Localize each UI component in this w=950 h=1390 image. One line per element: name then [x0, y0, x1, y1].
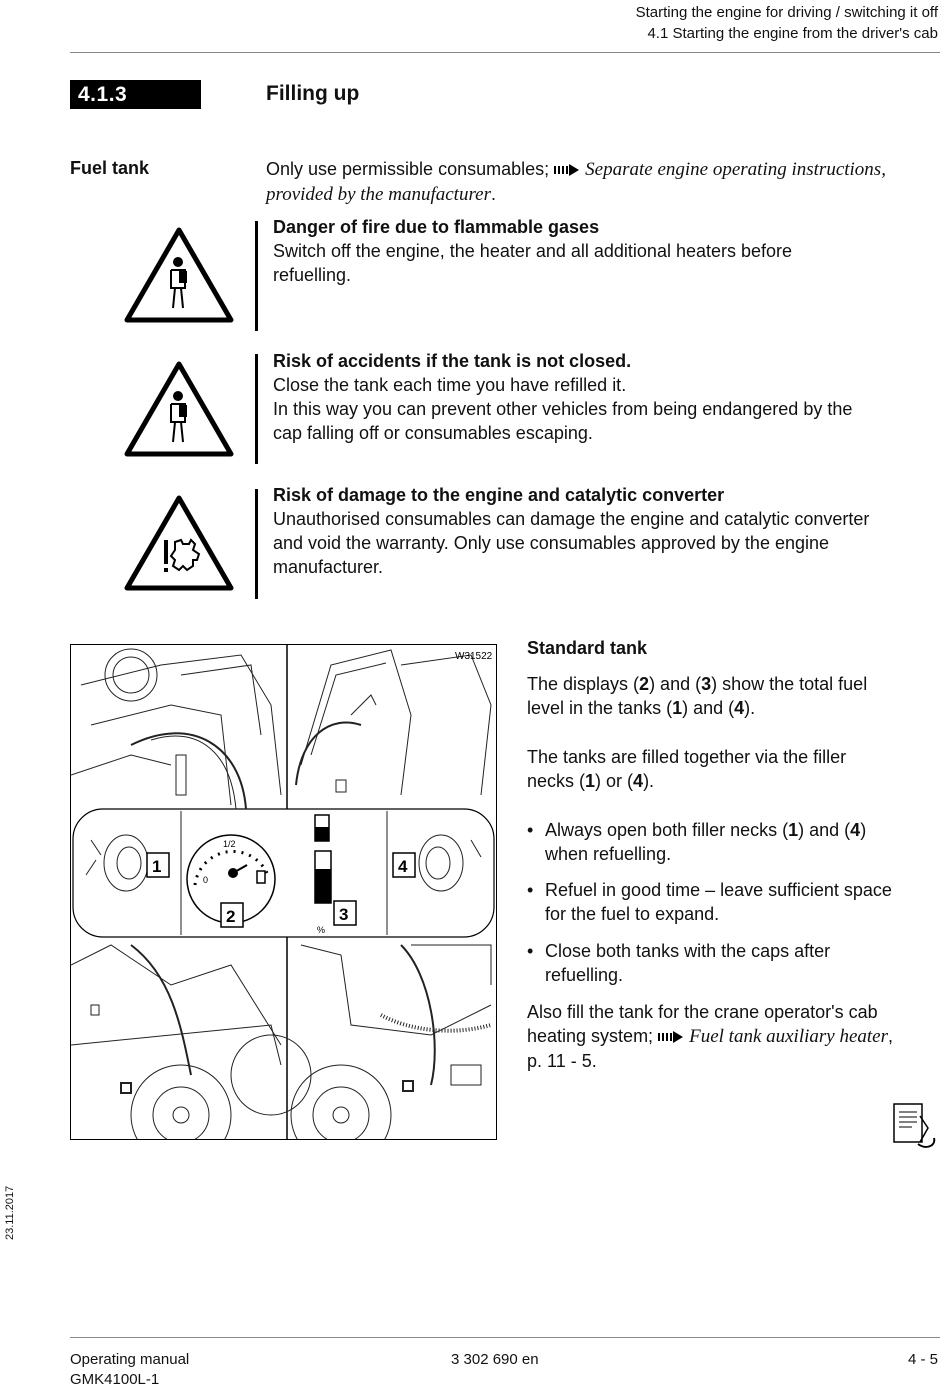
ref-display-2: 2: [639, 674, 650, 694]
bullet-text: ) and (: [798, 820, 851, 840]
ref-tank-4: 4: [850, 820, 861, 840]
auxiliary-heater-paragraph: [527, 1000, 942, 1073]
p2-text: The tanks are filled together via the filler: [527, 747, 847, 767]
p2-text: ).: [643, 771, 655, 791]
header-chapter: Starting the engine for driving / switching it off: [635, 4, 938, 21]
warning-title: Risk of accidents if the tank is not closed.: [273, 351, 632, 371]
gauge-zero-label: 0: [203, 875, 209, 885]
auxiliary-heater-link[interactable]: Fuel tank auxiliary heater: [689, 1026, 889, 1047]
technical-illustration: [71, 645, 496, 1139]
ref-tank-4: 4: [633, 771, 644, 791]
section-title: Filling up: [266, 82, 360, 105]
p1-text: ) and (: [649, 674, 702, 694]
p3-text: ,: [888, 1026, 894, 1046]
displays-paragraph: [527, 672, 942, 720]
bullet-icon: •: [527, 941, 534, 961]
footer-model: GMK4100L-1: [70, 1371, 160, 1388]
bullet-text: for the fuel to expand.: [545, 904, 720, 924]
p3-text: p. 11 - 5.: [527, 1051, 597, 1071]
warning-line: cap falling off or consumables escaping.: [273, 423, 593, 443]
warning-bar: [255, 354, 258, 464]
warning-fire: [273, 215, 943, 287]
bullet-text: when refuelling.: [545, 844, 672, 864]
side-date: 23.11.2017: [4, 1185, 16, 1240]
warning-person-icon: [123, 226, 235, 324]
p3-text: Also fill the tank for the crane operator's cab: [527, 1002, 878, 1022]
ref-tank-1: 1: [672, 698, 683, 718]
svg-text:4: 4: [398, 857, 408, 876]
warning-person-icon: [123, 360, 235, 458]
p1-text: ).: [744, 698, 756, 718]
bullet-text: Always open both filler necks (: [545, 820, 789, 840]
bullet-icon: •: [527, 820, 534, 840]
display-unit-label: %: [317, 925, 326, 935]
p2-text: necks (: [527, 771, 586, 791]
ref-tank-1: 1: [788, 820, 799, 840]
bullet-text: ): [860, 820, 867, 840]
ref-display-3: 3: [701, 674, 712, 694]
warning-title: Danger of fire due to flammable gases: [273, 217, 600, 237]
footer-doc-number: 3 302 690 en: [451, 1351, 539, 1368]
bullet-text: refuelling.: [545, 965, 624, 985]
p1-text: level in the tanks (: [527, 698, 673, 718]
header-rule: [70, 52, 940, 53]
warning-engine-damage: [273, 483, 943, 579]
callout-1: [147, 853, 169, 877]
callout-2: [221, 903, 243, 927]
bullet-icon: •: [527, 880, 534, 900]
warning-line: refuelling.: [273, 265, 352, 285]
header-section: 4.1 Starting the engine from the driver's cab: [647, 25, 938, 42]
ref-tank-1: 1: [585, 771, 596, 791]
gauge-half-label: 1/2: [223, 839, 236, 849]
svg-text:1: 1: [152, 857, 162, 876]
warning-line: In this way you can prevent other vehicles from being endangered by the: [273, 399, 853, 419]
intro-end: .: [490, 184, 496, 204]
bullet-item: [527, 878, 942, 926]
bullet-text: Close both tanks with the caps after: [545, 941, 831, 961]
manual-document-icon: [892, 1102, 938, 1150]
svg-text:3: 3: [339, 905, 349, 924]
warning-bar: [255, 221, 258, 331]
footer-manual-label: Operating manual: [70, 1351, 190, 1368]
svg-text:2: 2: [226, 907, 236, 926]
intro-text: Only use permissible consumables;: [266, 159, 550, 179]
bullet-item: [527, 939, 942, 987]
footer-page-number: 4 - 5: [907, 1351, 938, 1368]
intro-link-line1[interactable]: Separate engine operating instructions,: [585, 159, 886, 180]
warning-line: and void the warranty. Only use consumables approved by the engine: [273, 533, 830, 553]
section-number: 4.1.3: [70, 80, 201, 109]
figure-id: W31522: [455, 651, 493, 662]
intro-paragraph: [266, 157, 946, 207]
filler-paragraph: [527, 745, 942, 793]
p3-text: heating system;: [527, 1026, 654, 1046]
cross-reference-arrow-icon: [658, 1031, 684, 1043]
p1-text: ) show the total fuel: [711, 674, 868, 694]
side-label: Fuel tank: [70, 158, 150, 178]
warning-title: Risk of damage to the engine and catalytic converter: [273, 485, 725, 505]
warning-line: manufacturer.: [273, 557, 384, 577]
bullet-text: Refuel in good time – leave sufficient space: [545, 880, 892, 900]
warning-bar: [255, 489, 258, 599]
intro-link-line2[interactable]: provided by the manufacturer: [266, 184, 491, 205]
fuel-tank-figure: [70, 644, 497, 1140]
bullet-item: [527, 818, 942, 866]
p2-text: ) or (: [595, 771, 634, 791]
standard-tank-title: Standard tank: [527, 638, 648, 658]
p1-text: ) and (: [682, 698, 735, 718]
footer-rule: [70, 1337, 940, 1338]
warning-engine-damage-icon: [123, 494, 235, 592]
warning-line: Switch off the engine, the heater and all additional heaters before: [273, 241, 793, 261]
ref-tank-4: 4: [734, 698, 745, 718]
warning-tank-closed: [273, 349, 943, 445]
warning-line: Close the tank each time you have refilled it.: [273, 375, 627, 395]
callout-3: [334, 901, 356, 925]
p1-text: The displays (: [527, 674, 640, 694]
warning-line: Unauthorised consumables can damage the engine and catalytic converter: [273, 509, 870, 529]
cross-reference-arrow-icon: [554, 164, 580, 176]
callout-4: [393, 853, 415, 877]
